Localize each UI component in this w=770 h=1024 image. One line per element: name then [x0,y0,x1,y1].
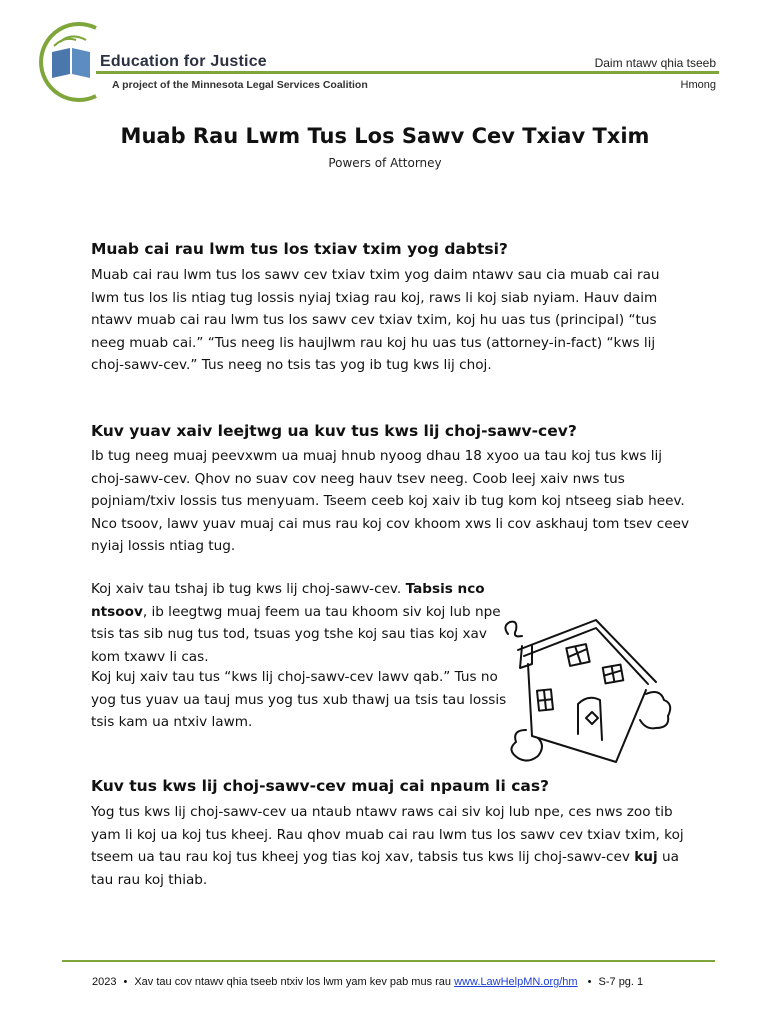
footer-rule [62,960,715,962]
emphasis-text: Tabsis nco ntsoov [91,581,485,620]
header-tagline: Daim ntawv qhia tseeb [594,56,716,70]
header-rule [96,71,719,74]
section-heading: Kuv yuav xaiv leejtwg ua kuv tus kws lij choj-sawv-cev? [91,422,577,440]
lawhelp-link[interactable]: www.LawHelpMN.org/hm [454,976,578,988]
org-subtitle: A project of the Minnesota Legal Services Coalition [112,79,368,91]
page-title: Muab Rau Lwm Tus Los Sawv Cev Txiav Txim [120,124,650,148]
emphasis-text: kuj [634,849,658,866]
paragraph-text: ua tau rau koj thiab. [91,849,679,888]
footer [92,976,643,988]
org-name: Education for Justice [100,53,267,70]
paragraph-text: Yog tus kws lij choj-sawv-cev ua ntaub ntawv raws cai siv koj lub npe, ces nws zoo tib yam li koj ua koj tus kheej. Rau qhov muab cai rau lwm tus los sawv cev txiav txim, koj tseem ua tau rau koj tus kheej yog tias koj xav, tabsis tus kws lij choj-sawv-cev [91,804,684,866]
section-heading: Kuv tus kws lij choj-sawv-cev muaj cai npaum li cas? [91,777,550,795]
page-number: S-7 pg. 1 [598,976,644,988]
page-subtitle: Powers of Attorney [328,156,442,170]
bullet-separator: • [123,976,128,988]
section-paragraph: Ib tug neeg muaj peevxwm ua muaj hnub nyoog dhau 18 xyoo ua tau koj tus kws lij choj-sawv-cev. Qhov no suav cov neeg hauv tsev neeg. Coob leej xaiv nws tus pojniam/txiv lossis tus menyuam. Tseem ceeb koj xaiv ib tug kom koj ntseeg siab heev. Nco tsoov, lawv yuav muaj cai mus rau koj cov khoom xws li cov askhauj tom tsev ceev nyiaj lossis ntiag tug. [91,448,690,555]
footer-text: Xav tau cov ntawv qhia tseeb ntxiv los lwm yam kev pab mus rau [134,976,452,988]
paragraph-text: Koj xaiv tau tshaj ib tug kws lij choj-sawv-cev. [91,581,406,597]
section-heading: Muab cai rau lwm tus los txiav txim yog dabtsi? [91,240,508,258]
section-paragraph: Muab cai rau lwm tus los sawv cev txiav txim yog daim ntawv sau cia muab cai rau lwm tus los lis ntiag tug lossis nyiaj txiag rau koj, raws li koj siab nyiam. Hauv daim ntawv muab cai rau lwm tus los sawv cev txiav txim, koj hu uas tus (principal) “tus neeg muab cai.” “Tus neeg lis haujlwm rau koj hu uas tus (attorney-in-fact) “kws lij choj-sawv-cev.” Tus neeg no tsis tas yog ib tug kws lij choj. [91,267,660,374]
footer-year: 2023 [92,976,117,988]
house-illustration-icon [498,612,673,770]
paragraph-text: , ib leegtwg muaj feem ua tau khoom siv koj lub npe tsis tas sib nug tus tod, tsuas yog tshe koj sau tias koj xav kom txawv li cas. [91,603,501,665]
header-language: Hmong [680,79,716,91]
section-paragraph [91,801,691,891]
section-paragraph: Koj kuj xaiv tau tus “kws lij choj-sawv-cev lawv qab.” Tus no yog tus yuav ua tauj mus yog tus xub thawj ua tsis tau lossis tsis kam ua ntxiv lawm. [91,669,507,731]
bullet-separator: • [587,976,592,988]
